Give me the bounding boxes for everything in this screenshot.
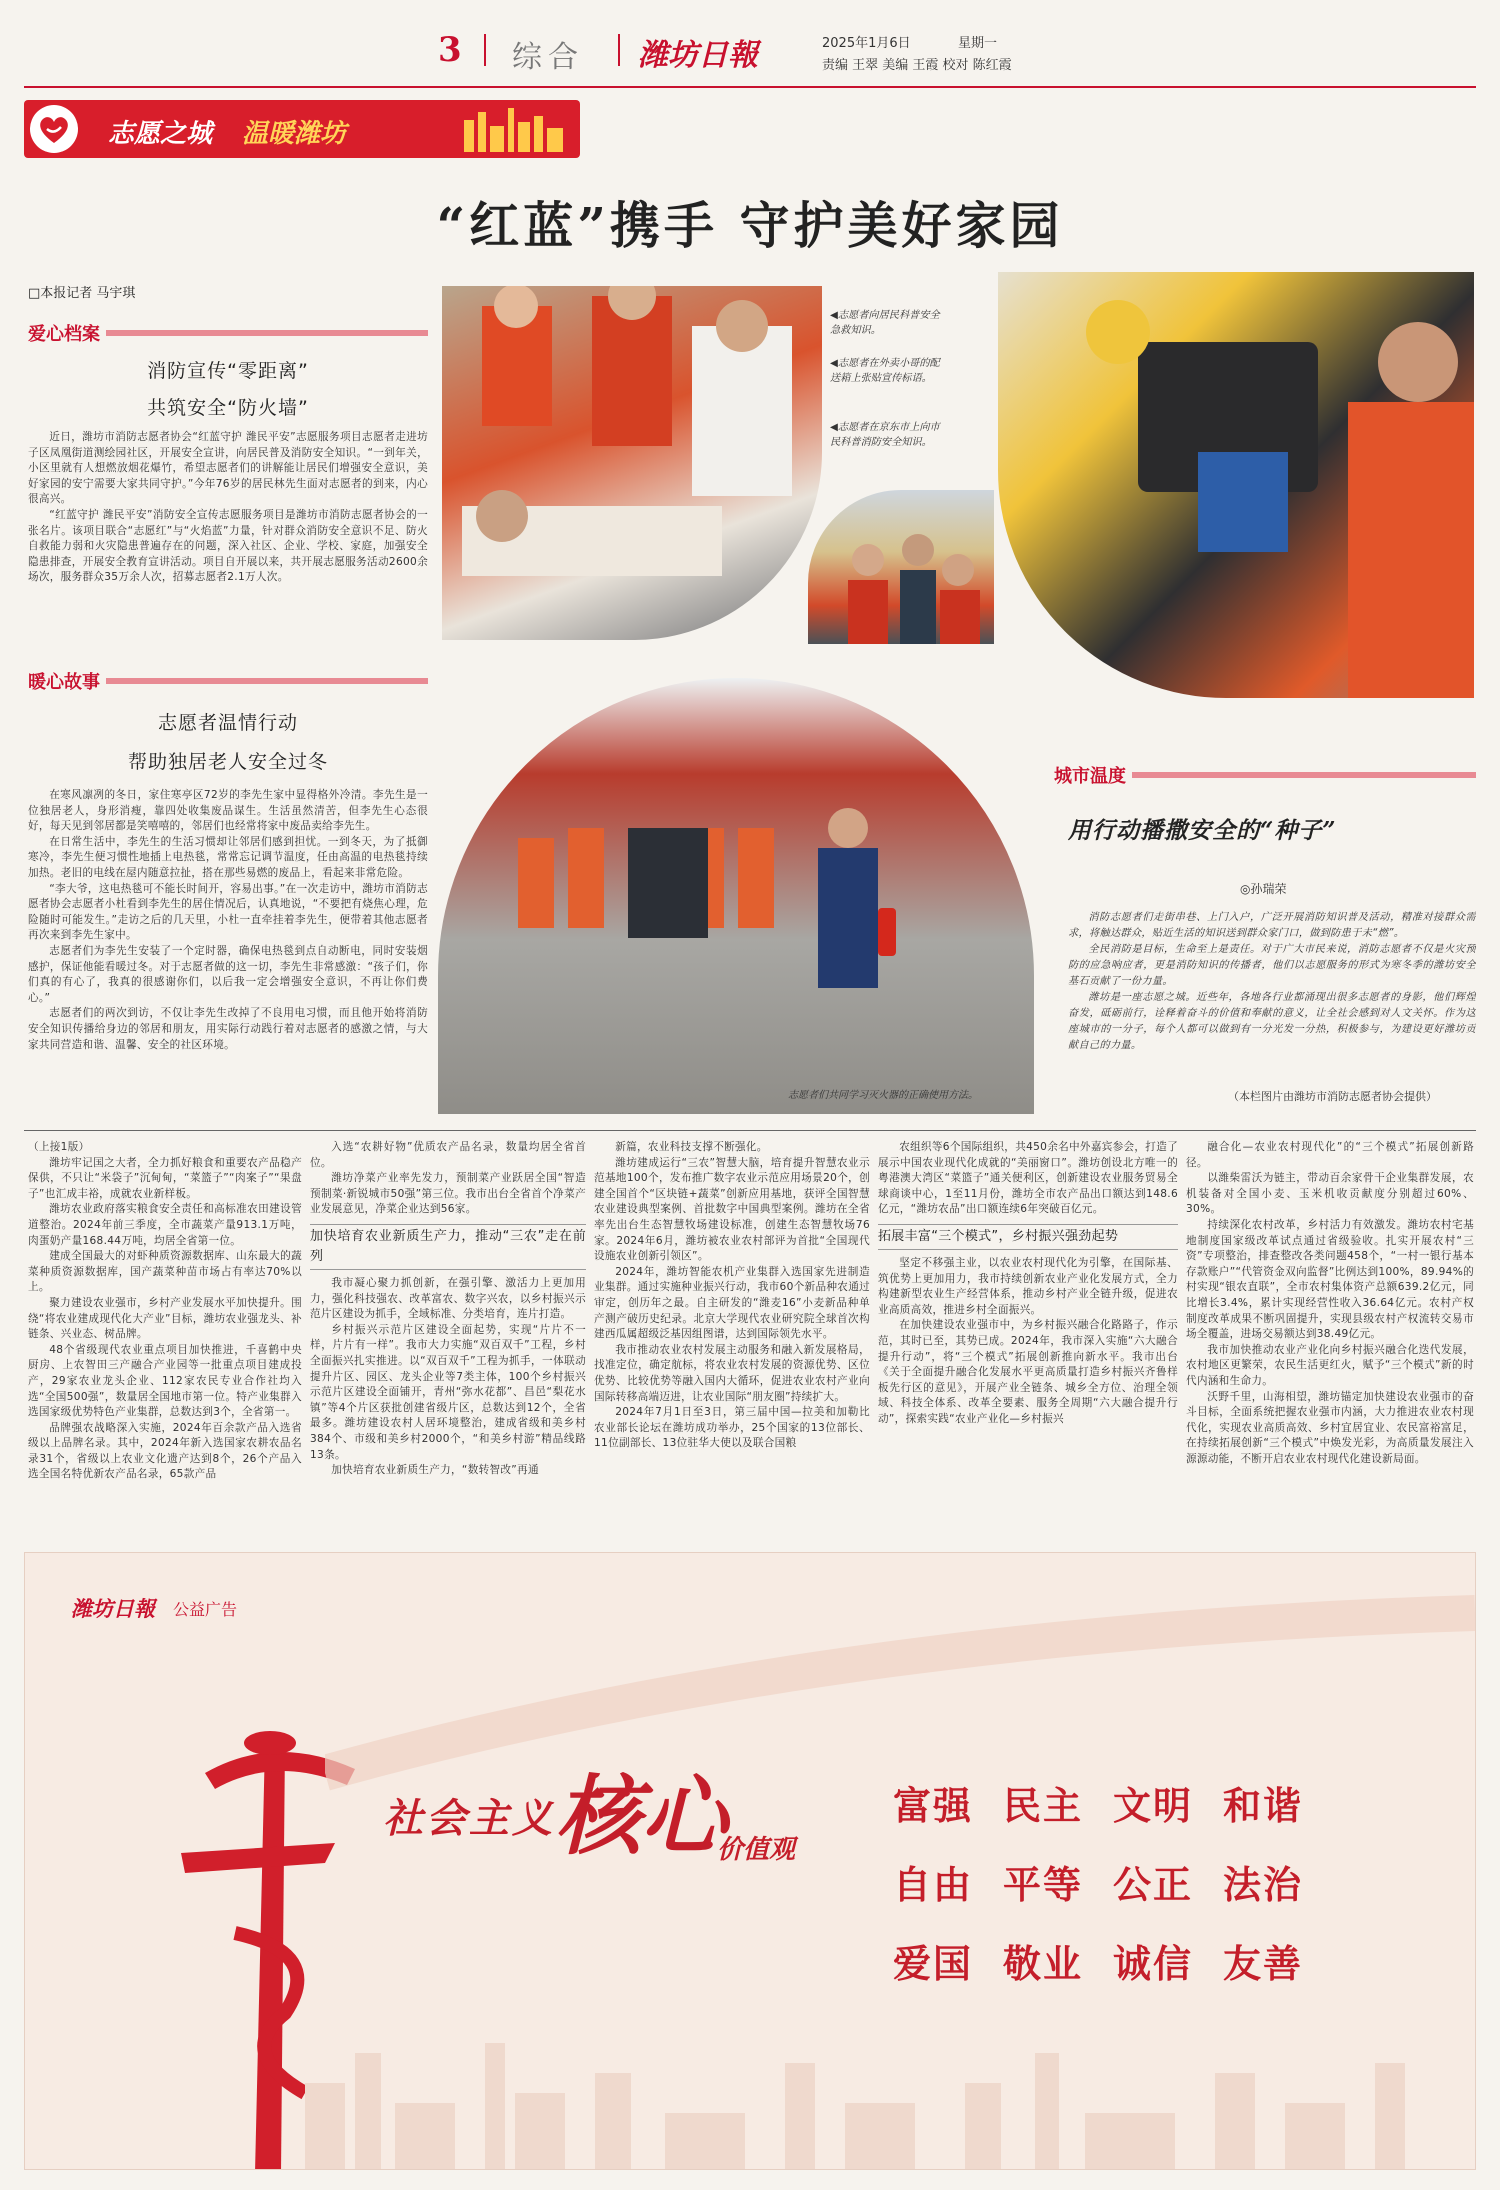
continued-article-col-3 [594, 1140, 870, 1540]
paragraph: 潍坊是一座志愿之城。近些年，各地各行业都涌现出很多志愿者的身影，他们辉煌奋发，砥砺前行，诠释着奋斗的价值和奉献的意义，让全社会感到对人文关怀。作为这座城市的一分子，每个人都可以做到有一分光发一分热，积极参与，为建设更好潍坊贡献自己的力量。 [1068, 992, 1476, 1051]
paragraph: 聚力建设农业强市，乡村产业发展水平加快提升。围绕“将农业建成现代化大产业”目标，潍坊农业强龙头、补链条、兴业态、树品牌。 [28, 1296, 302, 1341]
slogan-part-3: 价值观 [717, 1835, 796, 1865]
core-value: 富强 [893, 1783, 974, 1828]
section-label [28, 668, 428, 694]
section-subtitle: 志愿者温情行动 [157, 712, 298, 734]
core-value: 敬业 [1003, 1941, 1084, 1986]
city-skyline-icon [454, 106, 574, 152]
article-subhead: 拓展丰富“三个模式”，乡村振兴强劲起势 [878, 1224, 1178, 1250]
paragraph: 全民消防是目标，生命至上是责任。对于广大市民来说，消防志愿者不仅是火灾预防的应急响应者，更是消防知识的传播者，他们以志愿服务的形式为寒冬季的潍坊安全基石贡献了一份力量。 [1068, 944, 1476, 987]
masthead [0, 0, 1500, 88]
paragraph: 潍坊牢记国之大者，全力抓好粮食和重要农产品稳产保供，不只让“米袋子”沉甸甸，“菜篮子”“肉案子”“果盘子”也汇成丰裕，成就农业新样板。 [28, 1156, 302, 1200]
paragraph: 新篇，农业科技支撑不断强化。 [615, 1141, 768, 1153]
section-label-bar [1132, 772, 1476, 778]
core-values-grid [893, 1775, 1333, 1988]
continued-article-col-5 [1186, 1140, 1474, 1540]
ad-swoosh-decoration [325, 1593, 1475, 1793]
street-stall-illustration [808, 490, 996, 646]
section-subtitle: 共筑安全“防火墙” [147, 397, 309, 419]
commentary-body [1068, 910, 1476, 1076]
caption-1: ◀志愿者向居民科普安全急救知识。 [830, 310, 940, 336]
article-subhead: 加快培育农业新质生产力，推动“三农”走在前列 [310, 1224, 586, 1270]
paragraph: 48个省级现代农业重点项目加快推进，千喜鹤中央厨房、上农智田三产融合产业园等一批重点项目建成投产，29家农业龙头企业、112家农民专业合作社均入选“全国500强”，数量居全国地市第一位。特产业集群入选国家级优势特色产业集群，总数达到3个，全省第一。 [28, 1343, 302, 1419]
section-2 [28, 668, 428, 1202]
paragraph: “红蓝守护 潍民平安”消防安全宣传志愿服务项目是潍坊市消防志愿者协会的一张名片。该项目联合“志愿红”与“火焰蓝”力量，针对群众消防安全意识不足、防火自救能力弱和火灾隐患普遍存在的问题，深入社区、企业、学校、家庭，加强安全隐患排查，开展安全教育宣讲活动。项目自开展以来，共开展志愿服务活动2600余场次，服务群众35万余人次，招募志愿者2.1万人次。 [28, 508, 428, 584]
core-value: 文明 [1113, 1783, 1194, 1828]
public-service-ad [24, 1552, 1476, 2170]
masthead-rule [24, 86, 1476, 88]
caption-4: 志愿者们共同学习灭火器的正确使用方法。 [788, 1090, 978, 1101]
paragraph: “李大爷，这电热毯可不能长时间开，容易出事。”在一次走访中，潍坊市消防志愿者协会志愿者小杜看到李先生的居住情况后，认真地说，“不要把有烧焦心理，危险随时可能发生。”走访之后的几天里，小杜一直牵挂着李先生，便带着其他志愿者再次来到李先生家中。 [28, 882, 428, 942]
banner-title-right: 温暖潍坊 [242, 119, 347, 149]
core-value: 法治 [1223, 1862, 1304, 1907]
masthead-divider [618, 34, 620, 66]
article-body [28, 430, 428, 630]
photo-delivery-box [996, 270, 1476, 700]
paragraph: 志愿者们为李先生安装了一个定时器，确保电热毯到点自动断电，同时安装烟感护，保证他能看暖过冬。对于志愿者做的这一切，李先生非常感激：“孩子们，你们真的有心了，我真的很感谢你们，以后我一定会增强安全意识，不再让你们费心。” [28, 944, 428, 1004]
paragraph: 持续深化农村改革，乡村活力有效激发。潍坊农村宅基地制度国家级改革试点通过省级验收。扎实开展农村“三资”专项整治，排查整改各类问题458个，“一村一银行基本存款账户”“代管资金双向监督”比例达到100%，89.94%的村实现“银农直联”，全市农村集体资产总额639.2亿元，同比增长3.4%，累计实现经营性收入36.64亿元。农村产权制度改革成果不断巩固提升，实现县级农村产权流转交易市场全覆盖，进场交易额达到38.49亿元。 [1186, 1218, 1474, 1341]
core-value: 诚信 [1113, 1941, 1194, 1986]
byline: □本报记者 马宇琪 [28, 286, 136, 301]
slogan-part-1: 社会主义 [383, 1795, 555, 1842]
paragraph: 消防志愿者们走街串巷、上门入户，广泛开展消防知识普及活动，精准对接群众需求，将触达群众，贴近生活的知识送到群众家门口，做到防患于未“燃”。 [1068, 912, 1476, 939]
paragraph: 2024年，潍坊智能农机产业集群入选国家先进制造业集群。通过实施种业振兴行动，我市60个新品种农通过审定，创历年之最。自主研发的“潍麦16”小麦新品种单产测产破历史纪录。北京大学现代农业研究院全球首次构建西瓜属超级泛基因组图谱，达到国际领先水平。 [594, 1265, 870, 1341]
paragraph: 加快培育农业新质生产力，“数转智改”再通 [331, 1464, 539, 1477]
paragraph: 我市加快推动农业产业化向乡村振兴融合化迭代发展，农村地区更繁荣，农民生活更红火，赋予“三个模式”新的时代内涵和生命力。 [1186, 1343, 1474, 1387]
paper-name-logo: 潍坊日報 [638, 38, 758, 73]
core-value: 平等 [1003, 1862, 1084, 1907]
photo-fire-extinguisher [436, 676, 1036, 1116]
core-value: 自由 [893, 1862, 974, 1907]
section-subtitle: 帮助独居老人安全过冬 [127, 751, 328, 773]
paragraph: 以潍柴雷沃为链主，带动百余家骨干企业集群发展，农机装备对全国小麦、玉米机收贡献度分别超过60%、30%。 [1186, 1172, 1474, 1216]
core-value: 友善 [1223, 1941, 1304, 1986]
extinguisher-illustration [438, 678, 1036, 1116]
issue-date: 2025年1月6日 [822, 36, 911, 51]
delivery-illustration [998, 272, 1476, 700]
paragraph: 我市推动农业农村发展主动服务和融入新发展格局，找准定位，确定航标，将农业农村发展的资源优势、区位优势、比较优势等融入国内大循环，促进农业农村产业向国际转移高端迈进，让农业国际“朋友圈”持续扩大。 [594, 1343, 870, 1403]
city-warmth-section [1054, 762, 1476, 1051]
paragraph: 品牌强农战略深入实施，2024年百余款产品入选省级以上品牌名录。其中，2024年新入选国家农耕农品名录31个，省级以上农业文化遗产达到8个，26个产品入选全国名特优新农产品名录，65款产品 [28, 1421, 302, 1481]
paragraph: 近日，潍坊市消防志愿者协会“红蓝守护 潍民平安”志愿服务项目志愿者走进坊子区凤凰街道测绘园社区，开展安全宣讲，向居民普及消防安全知识。“一到年关，小区里就有人想燃放烟花爆竹，希望志愿者们的讲解能让居民们增强安全意识，美好家园的安宁需要大家共同守护。”今年76岁的居民林先生面对志愿者的到来，内心很高兴。 [28, 431, 428, 506]
caption-2: ◀志愿者在外卖小哥的配送箱上张贴宣传标语。 [830, 358, 940, 384]
section-label-text: 爱心档案 [28, 324, 100, 345]
section-banner [24, 100, 580, 158]
paragraph: 沃野千里，山海相望，潍坊锚定加快建设农业强市的奋斗目标，全面系统把握农业强市内涵，大力推进农业农村现代化，实现农业高质高效、乡村宜居宜业、农民富裕富足，在持续拓展创新“三个模式”中焕发光彩，为高质量发展注入源源动能，不断开启农业农村现代化建设新局面。 [1186, 1390, 1474, 1465]
photo-credit: （本栏图片由潍坊市消防志愿者协会提供） [1228, 1090, 1437, 1103]
continued-from: （上接1版） [28, 1141, 90, 1153]
section-label-bar [106, 330, 428, 336]
paragraph: 融合化—农业农村现代化”的“三个模式”拓展创新路径。 [1186, 1141, 1474, 1169]
slogan-part-2: 核心 [555, 1766, 727, 1867]
section-subtitle: 消防宣传“零距离” [147, 360, 309, 382]
caption-3: ◀志愿者在京东市上向市民科普消防安全知识。 [830, 422, 940, 448]
ad-tag: 公益广告 [173, 1600, 238, 1619]
photo-street-stall [806, 488, 996, 646]
paragraph: 在寒风凛冽的冬日，家住寒亭区72岁的李先生家中显得格外冷清。李先生是一位独居老人，身形消瘦，靠四处收集废品谋生。生活虽然清苦，但李先生心态很好，每天见到邻居都是笑嘻嘻的，邻居们也经常将家中废品卖给李先生。 [28, 789, 428, 833]
paragraph: 潍坊净菜产业率先发力，预制菜产业跃居全国“智造预制菜·新锐城市50强”第三位。我市出台全省首个净菜产业发展意见，净菜企业达到56家。 [310, 1172, 586, 1216]
paragraph: 在加快建设农业强市中，为乡村振兴融合化路路子，作示范，其时已至，其势已成。2024年，我市深入实施“六大融合提升行动”，将“三个模式”拓展创新推向新水平。我市出台《关于全面提升融合化发展水平更高质量打造乡村振兴齐鲁样板先行区的意见》，开展产业全链条、城乡全方位、治理全领域、科技全体系、改革全要素、服务全周期“六大融合提升行动”，探索实践“农业产业化—乡村振兴 [878, 1319, 1178, 1425]
paragraph: 潍坊农业政府落实粮食安全责任和高标准农田建设管道整治。2024年前三季度，全市蔬菜产量913.1万吨，肉蛋奶产量168.44万吨，均居全省第一位。 [28, 1203, 302, 1247]
paragraph: 志愿者们的两次到访，不仅让李先生改掉了不良用电习惯，而且他开始将消防安全知识传播给身边的邻居和朋友，用实际行动践行着对志愿者的感激之情，与大家共同营造和谐、温馨、安全的社区环境。 [28, 1007, 428, 1051]
first-aid-illustration [442, 286, 824, 642]
city-skyline-decoration [265, 2023, 1475, 2170]
main-headline: “红蓝”携手 守护美好家园 [436, 196, 1064, 255]
section-label [28, 320, 428, 346]
page-number: 3 [438, 30, 462, 70]
banner-title-left: 志愿之城 [108, 119, 213, 149]
masthead-divider [484, 34, 486, 66]
editor-credits: 责编 王翠 美编 王霞 校对 陈红霞 [822, 58, 1012, 73]
paragraph: 乡村振兴示范片区建设全面起势，实现“片片不一样，片片有一样”。我市大力实施“双百双千”工程，乡村全面振兴扎实推进。以“双百双千”工程为抓手，一体联动提升片区、园区、龙头企业等7类主体，100个乡村振兴示范片区建设全面铺开，青州“弥水花都”、昌邑“梨花水镇”等4个片区获批创建省级片区，总数达到12个，全省最多。潍坊建设农村人居环境整治，建成省级和美乡村384个、市级和美乡村2000个，“和美乡村游”精品线路13条。 [310, 1323, 586, 1461]
issue-weekday: 星期一 [958, 36, 998, 51]
core-value: 民主 [1003, 1783, 1084, 1828]
paragraph: 坚定不移强主业，以农业农村现代化为引擎，在国际基、筑优势上更加用力，我市持续创新农业产业化发展方式，全力构建新型农业生产经营体系，推动乡村产业全链升级，促进农业高质高效，推进乡村全面振兴。 [878, 1256, 1178, 1316]
section-label-bar [106, 678, 428, 684]
ad-brand-logo: 潍坊日報 [71, 1596, 155, 1621]
paragraph: 农组织等6个国际组织，共450余名中外嘉宾参会，打造了展示中国农业现代化成就的“美丽窗口”。潍坊创设北方唯一的粤港澳大湾区“菜篮子”通关便利区，创新建设农业服务贸易全球商谈中心，1至11月份，潍坊全市农产品出口额达到148.6亿元，“潍坊农品”出口额连续6年突破百亿元。 [878, 1141, 1178, 1216]
continued-article-col-4 [878, 1140, 1178, 1540]
story-divider [24, 1130, 1476, 1131]
paragraph: 建成全国最大的对虾种质资源数据库、山东最大的蔬菜种质资源数据库，国产蔬菜种苗市场占有率达70%以上。 [28, 1250, 302, 1294]
core-value: 和谐 [1223, 1783, 1304, 1828]
core-value: 爱国 [893, 1941, 974, 1986]
continued-article-col-1 [28, 1140, 302, 1540]
paragraph: 潍坊建成运行“三农”智慧大脑，培育提升智慧农业示范基地100个，发布推广数字农业示范应用场景20个，创建全国首个“区块链+蔬菜”创新应用基地，获评全国智慧农业建设典型案例、首批数字中国典型案例。潍坊在全省率先出台生态智慧牧场建设标准，创建生态智慧牧场76家。2024年6月，潍坊被农业农村部评为首批“全国现代设施农业创新引领区”。 [594, 1156, 870, 1263]
section-1 [28, 320, 428, 630]
core-value: 公正 [1113, 1862, 1194, 1907]
continued-article-col-2 [310, 1140, 586, 1540]
commentary-title: 用行动播撒安全的“种子” [1068, 817, 1337, 844]
paragraph: 2024年7月1日至3日，第三届中国—拉美和加勒比农业部长论坛在潍坊成功举办，25个国家的13位部长、11位副部长、13位驻华大使以及联合国粮 [594, 1406, 870, 1450]
section-name: 综合 [512, 40, 584, 75]
section-label [1054, 762, 1476, 788]
section-label-text: 暖心故事 [28, 672, 100, 693]
paragraph: 我市凝心聚力抓创新，在强引擎、激活力上更加用力，强化科技强农、改革富农、数字兴农，以乡村振兴示范片区建设为抓手，全域标准、分类培育，连片打造。 [310, 1276, 586, 1321]
section-label-text: 城市温度 [1054, 766, 1126, 787]
paragraph: 入选“农耕好物”优质农产品名录，数量均居全省首位。 [310, 1141, 586, 1169]
paragraph: 在日常生活中，李先生的生活习惯却让邻居们感到担忧。一到冬天，为了抵御寒冷，李先生便习惯性地插上电热毯，常常忘记调节温度，任由高温的电热毯持续加热。老旧的电线在屋内随意拉扯，搭在那些易燃的废品上，看起来非常危险。 [28, 835, 428, 879]
heart-logo-icon [30, 105, 78, 153]
photo-first-aid [440, 284, 824, 642]
commentary-author: ◎孙瑞荣 [1240, 882, 1287, 896]
